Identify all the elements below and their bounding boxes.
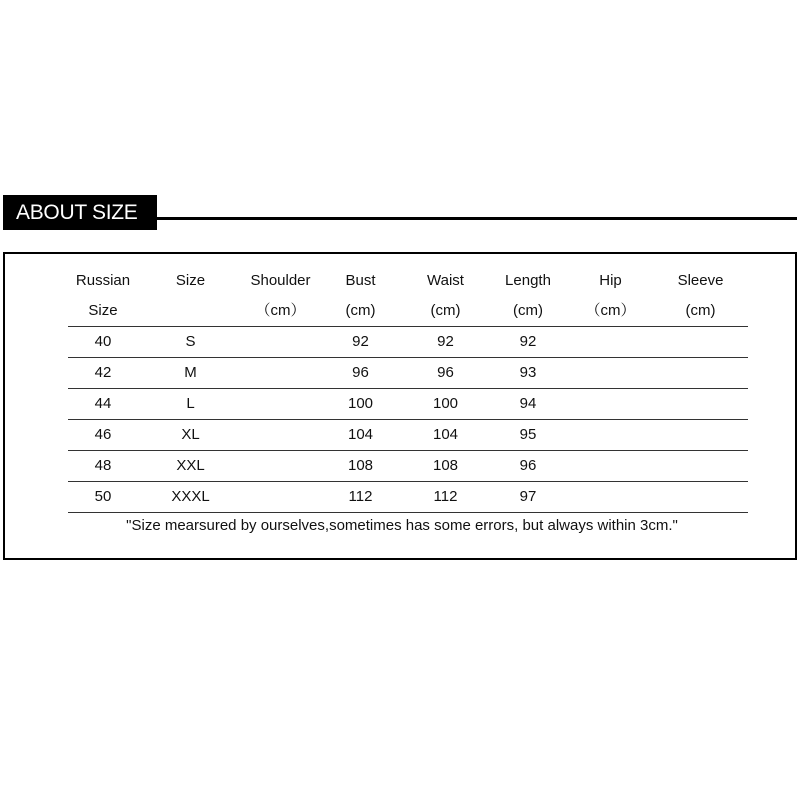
cell-shoulder	[243, 482, 318, 513]
size-note: "Size mearsured by ourselves,sometimes has some errors, but always within 3cm."	[126, 517, 678, 534]
cell-size: L	[138, 389, 243, 420]
cell-russian-size: 50	[68, 482, 138, 513]
cell-russian-size: 48	[68, 451, 138, 482]
cell-hip	[568, 451, 653, 482]
cell-hip	[568, 327, 653, 358]
cell-waist: 96	[403, 358, 488, 389]
cell-bust: 100	[318, 389, 403, 420]
header-hip: Hip （cm）	[568, 266, 653, 327]
table-header-row	[68, 266, 748, 327]
section-header	[3, 195, 797, 230]
cell-size: XXXL	[138, 482, 243, 513]
table-row	[68, 482, 748, 513]
table-row	[68, 451, 748, 482]
cell-sleeve	[653, 389, 748, 420]
cell-russian-size: 40	[68, 327, 138, 358]
cell-bust: 96	[318, 358, 403, 389]
cell-russian-size: 44	[68, 389, 138, 420]
cell-length: 93	[488, 358, 568, 389]
cell-shoulder	[243, 358, 318, 389]
cell-sleeve	[653, 482, 748, 513]
cell-bust: 92	[318, 327, 403, 358]
header-russian-size: Russian Size	[68, 266, 138, 327]
header-length: Length (cm)	[488, 266, 568, 327]
cell-sleeve	[653, 420, 748, 451]
cell-hip	[568, 358, 653, 389]
cell-waist: 104	[403, 420, 488, 451]
cell-shoulder	[243, 327, 318, 358]
size-chart-box	[3, 252, 797, 560]
table-row	[68, 420, 748, 451]
cell-hip	[568, 482, 653, 513]
table-row	[68, 389, 748, 420]
cell-bust: 104	[318, 420, 403, 451]
header-size: Size	[138, 266, 243, 327]
cell-waist: 100	[403, 389, 488, 420]
section-title: ABOUT SIZE	[3, 195, 157, 230]
cell-sleeve	[653, 451, 748, 482]
cell-bust: 108	[318, 451, 403, 482]
cell-size: XL	[138, 420, 243, 451]
cell-russian-size: 42	[68, 358, 138, 389]
cell-waist: 92	[403, 327, 488, 358]
cell-sleeve	[653, 358, 748, 389]
cell-length: 97	[488, 482, 568, 513]
table-row	[68, 358, 748, 389]
cell-hip	[568, 420, 653, 451]
size-table	[68, 266, 748, 513]
cell-hip	[568, 389, 653, 420]
cell-sleeve	[653, 327, 748, 358]
header-divider	[157, 217, 797, 220]
cell-size: XXL	[138, 451, 243, 482]
cell-shoulder	[243, 389, 318, 420]
header-sleeve: Sleeve (cm)	[653, 266, 748, 327]
cell-shoulder	[243, 451, 318, 482]
header-shoulder: Shoulder （cm）	[243, 266, 318, 327]
cell-length: 96	[488, 451, 568, 482]
cell-length: 92	[488, 327, 568, 358]
cell-russian-size: 46	[68, 420, 138, 451]
cell-length: 94	[488, 389, 568, 420]
cell-bust: 112	[318, 482, 403, 513]
cell-shoulder	[243, 420, 318, 451]
header-waist: Waist (cm)	[403, 266, 488, 327]
table-row	[68, 327, 748, 358]
cell-size: S	[138, 327, 243, 358]
cell-length: 95	[488, 420, 568, 451]
cell-size: M	[138, 358, 243, 389]
cell-waist: 108	[403, 451, 488, 482]
header-bust: Bust (cm)	[318, 266, 403, 327]
cell-waist: 112	[403, 482, 488, 513]
